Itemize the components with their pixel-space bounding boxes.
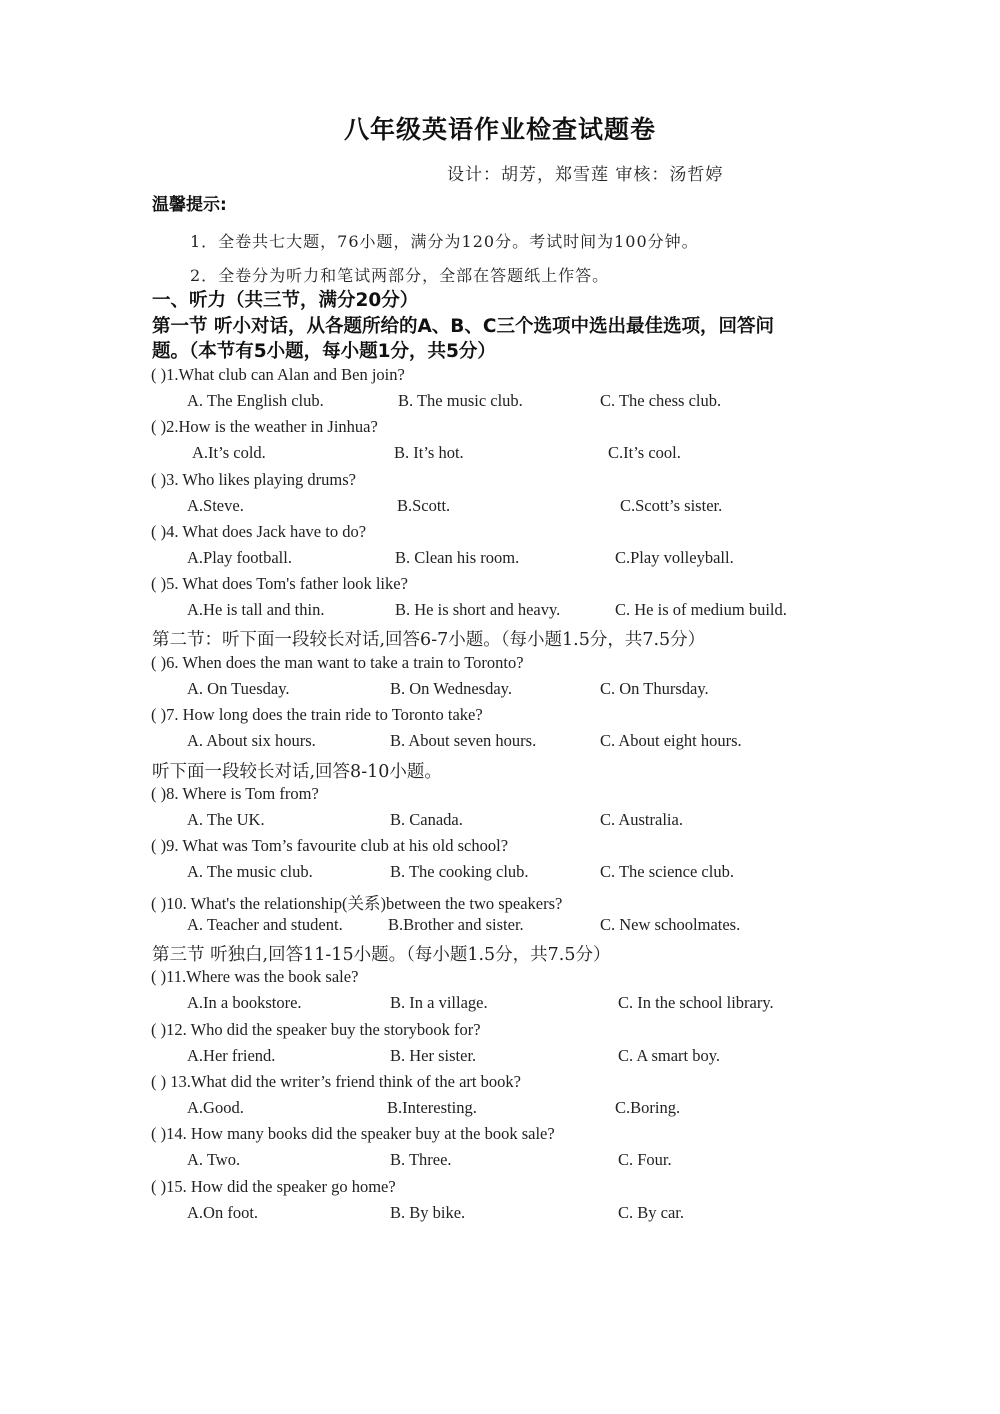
q1-option-b: B. The music club. (398, 391, 523, 410)
question-10: ( )10. What's the relationship(关系)between the two speakers? (151, 894, 563, 913)
question-14: ( )14. How many books did the speaker buy at the book sale? (151, 1124, 555, 1143)
q11-option-a: A.In a bookstore. (187, 993, 302, 1012)
paper-title: 八年级英语作业检查试题卷 (343, 115, 656, 144)
q14-option-a: A. Two. (187, 1150, 241, 1169)
q12-option-a: A.Her friend. (187, 1046, 276, 1065)
part1-heading: 一、听力（共三节，满分20分） (152, 290, 419, 311)
question-5: ( )5. What does Tom's father look like? (151, 574, 408, 593)
q3-option-a: A.Steve. (187, 496, 244, 515)
tip-item-1: 1．全卷共七大题，76小题，满分为120分。考试时间为100分钟。 (190, 232, 699, 251)
q1-option-a: A. The English club. (187, 391, 324, 410)
question-2: ( )2.How is the weather in Jinhua? (151, 417, 378, 436)
q6-option-b: B. On Wednesday. (390, 679, 512, 698)
q7-option-a: A. About six hours. (187, 731, 316, 750)
q7-option-c: C. About eight hours. (600, 731, 742, 750)
q3-option-b: B.Scott. (397, 496, 451, 515)
q15-option-b: B. By bike. (390, 1203, 466, 1222)
q3-option-c: C.Scott’s sister. (620, 496, 723, 515)
q6-option-a: A. On Tuesday. (187, 679, 290, 698)
question-9: ( )9. What was Tom’s favourite club at his old school? (151, 836, 509, 855)
q2-option-a: A.It’s cold. (192, 443, 266, 462)
q8-option-c: C. Australia. (600, 810, 683, 829)
question-1: ( )1.What club can Alan and Ben join? (151, 365, 405, 384)
q2-option-c: C.It’s cool. (608, 443, 681, 462)
q14-option-c: C. Four. (618, 1150, 672, 1169)
question-4: ( )4. What does Jack have to do? (151, 522, 367, 541)
question-13: ( ) 13.What did the writer’s friend think of the art book? (151, 1072, 521, 1091)
paper-credits: 设计：胡芳，郑雪莲 审核：汤哲婷 (447, 165, 724, 185)
question-12: ( )12. Who did the speaker buy the storybook for? (151, 1020, 481, 1039)
section1-heading-line2: 题。（本节有5小题，每小题1分，共5分） (152, 341, 496, 362)
section2-heading: 第二节：听下面一段较长对话,回答6-7小题。（每小题1.5分，共7.5分） (152, 630, 706, 650)
q12-option-c: C. A smart boy. (618, 1046, 721, 1065)
question-3: ( )3. Who likes playing drums? (151, 470, 356, 489)
q14-option-b: B. Three. (390, 1150, 452, 1169)
q10-option-c: C. New schoolmates. (600, 915, 741, 934)
section3-heading: 第三节 听独白,回答11-15小题。（每小题1.5分，共7.5分） (152, 945, 611, 965)
q11-option-c: C. In the school library. (618, 993, 774, 1012)
section1-heading-line1: 第一节 听小对话，从各题所给的A、B、C三个选项中选出最佳选项，回答问 (152, 316, 774, 337)
q4-option-b: B. Clean his room. (395, 548, 520, 567)
q10-option-b: B.Brother and sister. (388, 915, 524, 934)
question-6: ( )6. When does the man want to take a train to Toronto? (151, 653, 524, 672)
q9-option-a: A. The music club. (187, 862, 313, 881)
q5-option-c: C. He is of medium build. (615, 600, 787, 619)
q11-option-b: B. In a village. (390, 993, 488, 1012)
q15-option-a: A.On foot. (187, 1203, 259, 1222)
q6-option-c: C. On Thursday. (600, 679, 709, 698)
q13-option-a: A.Good. (187, 1098, 244, 1117)
question-11: ( )11.Where was the book sale? (151, 967, 359, 986)
q12-option-b: B. Her sister. (390, 1046, 477, 1065)
q4-option-a: A.Play football. (187, 548, 292, 567)
q5-option-b: B. He is short and heavy. (395, 600, 561, 619)
question-15: ( )15. How did the speaker go home? (151, 1177, 396, 1196)
tip-item-2: 2．全卷分为听力和笔试两部分，全部在答题纸上作答。 (190, 266, 610, 285)
q8-option-a: A. The UK. (187, 810, 265, 829)
q10-option-a: A. Teacher and student. (187, 915, 343, 934)
q15-option-c: C. By car. (618, 1203, 684, 1222)
q7-option-b: B. About seven hours. (390, 731, 537, 750)
tips-label: 温馨提示: (152, 195, 227, 215)
q2-option-b: B. It’s hot. (394, 443, 464, 462)
q9-option-b: B. The cooking club. (390, 862, 529, 881)
q13-option-c: C.Boring. (615, 1098, 681, 1117)
q5-option-a: A.He is tall and thin. (187, 600, 325, 619)
q4-option-c: C.Play volleyball. (615, 548, 734, 567)
q8-option-b: B. Canada. (390, 810, 463, 829)
sub-heading-8-10: 听下面一段较长对话,回答8-10小题。 (152, 762, 442, 782)
q13-option-b: B.Interesting. (387, 1098, 477, 1117)
question-8: ( )8. Where is Tom from? (151, 784, 319, 803)
question-7: ( )7. How long does the train ride to Toronto take? (151, 705, 483, 724)
q1-option-c: C. The chess club. (600, 391, 722, 410)
q9-option-c: C. The science club. (600, 862, 734, 881)
